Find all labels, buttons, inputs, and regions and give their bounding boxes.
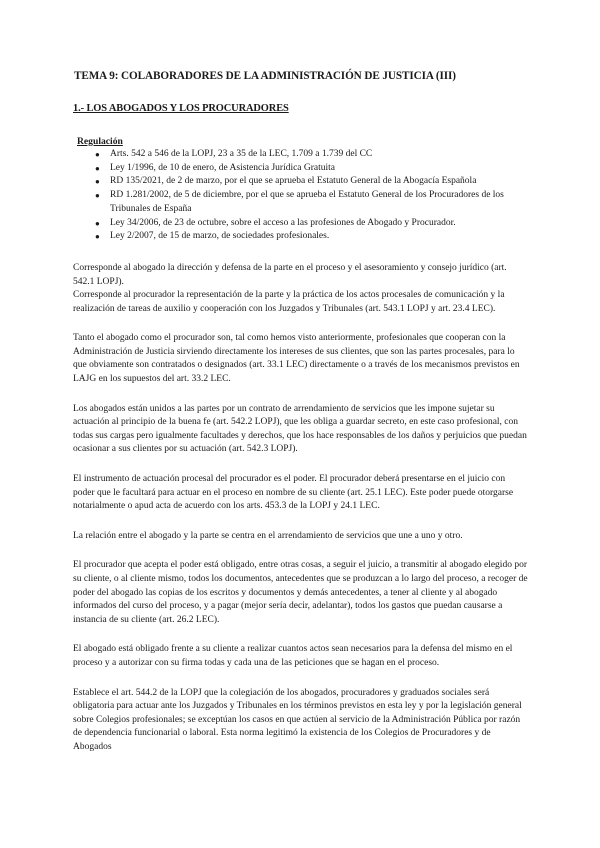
paragraph-poder: El instrumento de actuación procesal del procurador es el poder. El procurador deberá presentarse en el juicio con poder que le facultará para actuar en el proceso en nombre de su cliente (art. 25.1 LEC). Este poder puede otorgarse notarialmente o apud acta de acuerdo con los arts. 453.3 de la LOPJ y 24.1 LEC. [73,474,514,512]
regulation-label: Regulación [77,136,123,147]
paragraph-abogado: Corresponde al abogado la dirección y defensa de la parte en el proceso y el asesoramiento y consejo jurídico (art. 542.1 LOPJ). [73,262,507,287]
section-heading: 1.- LOS ABOGADOS Y LOS PROCURADORES [73,103,289,114]
bullet-icon: ● [95,191,100,201]
bullet-icon: ● [95,218,100,228]
regulation-item: ● RD 135/2021, de 2 de marzo, por el que se aprueba el Estatuto General de la Abogacía Española [110,175,528,189]
regulation-item: ● Ley 2/2007, de 15 de marzo, de sociedades profesionales. [110,230,528,244]
paragraph-contrato: Los abogados están unidos a las partes por un contrato de arrendamiento de servicios que les impone sujetar su actuación al principio de la buena fe (art. 542.2 LOPJ), que les obliga a guardar secreto, en este caso profesional, con todas sus cargas pero igualmente facultades y derechos, que los hace responsables de los daños y perjuicios que puedan ocasionar a sus clientes por su actuación (art. 542.3 LOPJ). [73,403,527,455]
paragraph-obligaciones-abogado: El abogado está obligado frente a su cliente a realizar cuantos actos sean necesarios para la defensa del mismo en el proceso y a autorizar con su firma todas y cada una de las peticiones que se hagan en el proceso. [73,644,513,668]
document-title: TEMA 9: COLABORADORES DE LA ADMINISTRACIÓN DE JUSTICIA (III) [74,70,456,82]
bullet-icon: ● [95,232,100,242]
paragraph-procurador: Corresponde al procurador la representación de la parte y la práctica de los actos procesales de comunicación y la realización de tareas de auxilio y cooperación con los Juzgados y Tribunales (art. 543.1 LOPJ y art. 23.4 LEC). [73,290,505,314]
bullet-icon: ● [95,150,100,159]
bullet-icon: ● [95,177,100,187]
paragraph-obligaciones-procurador: El procurador que acepta el poder está obligado, entre otras cosas, a seguir el juicio, a transmitir al abogado elegido por su cliente, o al cliente mismo, todos los documentos, antecedentes que se produzcan a lo largo del proceso, a recoger de poder del abogado las copias de los escritos y documentos y demás antecedentes, a tener al cliente y al abogado informados del curso del proceso, y a pagar (mejor sería decir, adelantar), todos los gastos que puedan causarse a instancia de su cliente (art. 26.2 LEC). [73,560,528,625]
paragraph-cooperacion: Tanto el abogado como el procurador son, tal como hemos visto anteriormente, profesionales que cooperan con la Administración de Justicia sirviendo directamente los intereses de sus clientes, que son las partes procesales, para lo que obviamente son contratados o designados (art. 33.1 LEC) directamente o a través de los mecanismos previstos en LAJG en los supuestos del art. 33.2 LEC. [73,333,520,385]
regulation-item: ● Ley 34/2006, de 23 de octubre, sobre el acceso a las profesiones de Abogado y Procurador. [110,217,528,231]
bullet-icon: ● [95,163,100,173]
paragraph-colegiacion: Establece el art. 544.2 de la LOPJ que la colegiación de los abogados, procuradores y graduados sociales será obligatoria para actuar ante los Juzgados y Tribunales en los términos previstos en esta ley y por la legislación general sobre Colegios profesionales; se exceptúan los casos en que actúen al servicio de la Administración Pública por razón de dependencia funcionarial o laboral. Esta norma legitimó la existencia de los Colegios de Procuradores y de Abogados [73,687,522,752]
regulation-item: ● RD 1.281/2002, de 5 de diciembre, por el que se aprueba el Estatuto General de los Procuradores de los Tribunales de España [95,190,504,214]
paragraph-relacion: La relación entre el abogado y la parte se centra en el arrendamiento de servicios que une a uno y otro. [73,530,463,541]
regulation-list [73,148,528,244]
regulation-item: ● Ley 1/1996, de 10 de enero, de Asistencia Jurídica Gratuita [110,162,528,176]
regulation-item: ● Arts. 542 a 546 de la LOPJ, 23 a 35 de la LEC, 1.709 a 1.739 del CC [110,148,528,162]
